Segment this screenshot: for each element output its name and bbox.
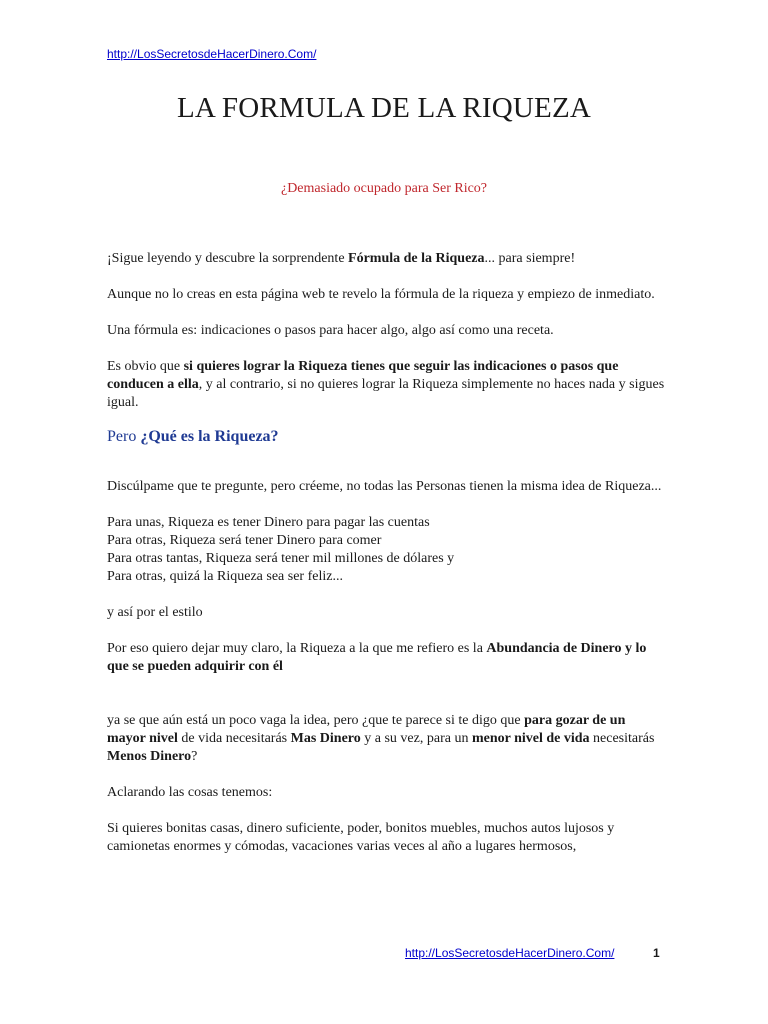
paragraph-clarify: Por eso quiero dejar muy claro, la Riqueza a la que me refiero es la Abundancia de Dinero y lo que se pueden adquirir con él — [107, 641, 647, 674]
paragraph-wishes: Si quieres bonitas casas, dinero suficiente, poder, bonitos muebles, muchos autos lujosos y camionetas enormes y cómodas, vacaciones varias veces al año a lugares hermosos, — [107, 821, 615, 854]
list-item: Para otras, quizá la Riqueza sea ser feliz... — [107, 569, 343, 584]
list-item: Para unas, Riqueza es tener Dinero para pagar las cuentas — [107, 515, 430, 530]
paragraph-style: y así por el estilo — [107, 605, 203, 620]
paragraph-definition: Una fórmula es: indicaciones o pasos para hacer algo, algo así como una receta. — [107, 323, 554, 338]
list-item: Para otras tantas, Riqueza será tener mil millones de dólares y — [107, 551, 455, 566]
section-heading-question: ¿Qué es la Riqueza? — [140, 428, 279, 445]
footer-link[interactable]: http://LosSecretosdeHacerDinero.Com/ — [405, 946, 615, 960]
bold-formula: Fórmula de la Riqueza — [348, 251, 485, 266]
paragraph-intro: ¡Sigue leyendo y descubre la sorprendente Fórmula de la Riqueza... para siempre! — [107, 251, 576, 266]
paragraph-obvious: Es obvio que si quieres lograr la Riqueza tienes que seguir las indicaciones o pasos que conducen a ella, y al contrario, si no quieres lograr la Riqueza simplemente no haces nada y sigues igual. — [107, 359, 665, 410]
subtitle: ¿Demasiado ocupado para Ser Rico? — [280, 181, 488, 196]
bold-abundance: Abundancia de Dinero y lo que se pueden adquirir con él — [107, 641, 647, 674]
page-number: 1 — [653, 946, 660, 960]
section-heading: Pero ¿Qué es la Riqueza? — [107, 428, 279, 445]
header-link[interactable]: http://LosSecretosdeHacerDinero.Com/ — [107, 47, 317, 61]
paragraph-web: Aunque no lo creas en esta página web te revelo la fórmula de la riqueza y empiezo de inmediato. — [107, 287, 655, 302]
bold-indications: si quieres lograr la Riqueza tienes que seguir las indicaciones o pasos que conducen a ella — [107, 359, 619, 392]
paragraph-summary: Aclarando las cosas tenemos: — [107, 785, 273, 800]
page-title: LA FORMULA DE LA RIQUEZA — [176, 92, 592, 124]
paragraph-levels: ya se que aún está un poco vaga la idea, pero ¿que te parece si te digo que para gozar de un mayor nivel de vida necesitarás Mas Dinero y a su vez, para un menor nivel de vida necesitarás Menos Dinero? — [107, 713, 655, 764]
body-text — [107, 250, 667, 856]
list-item: Para otras, Riqueza será tener Dinero para comer — [107, 533, 382, 548]
riqueza-list — [107, 514, 667, 586]
paragraph-excuse: Discúlpame que te pregunte, pero créeme, no todas las Personas tienen la misma idea de Riqueza... — [107, 479, 662, 494]
